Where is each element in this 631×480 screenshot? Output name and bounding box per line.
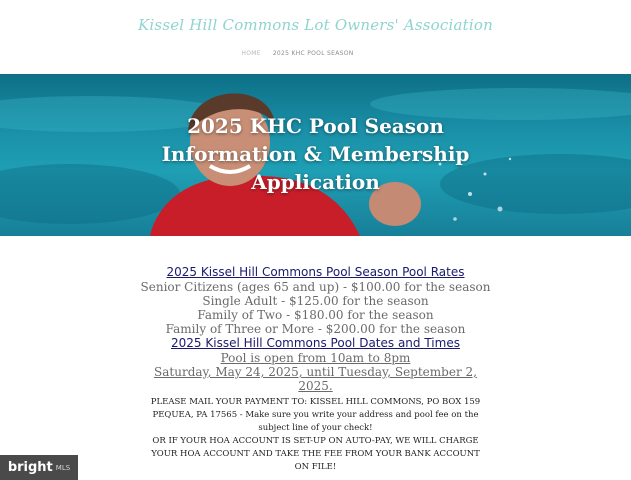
payment-notice-line: PLEASE MAIL YOUR PAYMENT TO: KISSEL HILL COMMONS, PO BOX 159	[150, 397, 481, 407]
hero-title-line: 2025 KHC Pool Season	[187, 114, 444, 138]
rate-senior: Senior Citizens (ages 65 and up) - $100.00 for the season	[140, 280, 491, 294]
hero-title-line: Application	[251, 170, 380, 194]
pool-dates-year: 2025.	[298, 379, 333, 393]
nav-item-home[interactable]: HOME	[241, 49, 261, 57]
rates-heading-link[interactable]: 2025 Kissel Hill Commons Pool Season Pool Rates	[166, 265, 465, 279]
hero-title	[0, 112, 631, 196]
main-nav	[0, 47, 631, 59]
pool-info-content	[110, 265, 521, 474]
payment-notice-line: subject line of your check!	[258, 423, 373, 433]
watermark-brand: bright	[7, 460, 53, 475]
watermark-suffix: MLS	[55, 463, 71, 472]
nav-item-pool-season[interactable]: 2025 KHC POOL SEASON	[272, 49, 354, 57]
payment-notice-line: OR IF YOUR HOA ACCOUNT IS SET-UP ON AUTO-PAY, WE WILL CHARGE	[152, 436, 479, 446]
rate-family-three: Family of Three or More - $200.00 for the season	[165, 322, 466, 336]
hero-title-line: Information & Membership	[161, 142, 470, 166]
rate-family-two: Family of Two - $180.00 for the season	[197, 308, 434, 322]
payment-notice-line: YOUR HOA ACCOUNT AND TAKE THE FEE FROM YOUR BANK ACCOUNT	[151, 449, 480, 459]
pool-hours: Pool is open from 10am to 8pm	[220, 351, 411, 365]
bright-mls-watermark	[0, 455, 78, 480]
site-title[interactable]: Kissel Hill Commons Lot Owners' Association	[138, 16, 493, 34]
payment-notice-line: PEQUEA, PA 17565 - Make sure you write your address and pool fee on the	[152, 410, 479, 420]
hero-banner	[0, 74, 631, 236]
dates-heading-link[interactable]: 2025 Kissel Hill Commons Pool Dates and Times	[171, 336, 460, 350]
rate-single-adult: Single Adult - $125.00 for the season	[202, 294, 429, 308]
payment-notice-line: ON FILE!	[294, 462, 337, 472]
pool-dates: Saturday, May 24, 2025, until Tuesday, September 2,	[154, 365, 477, 379]
